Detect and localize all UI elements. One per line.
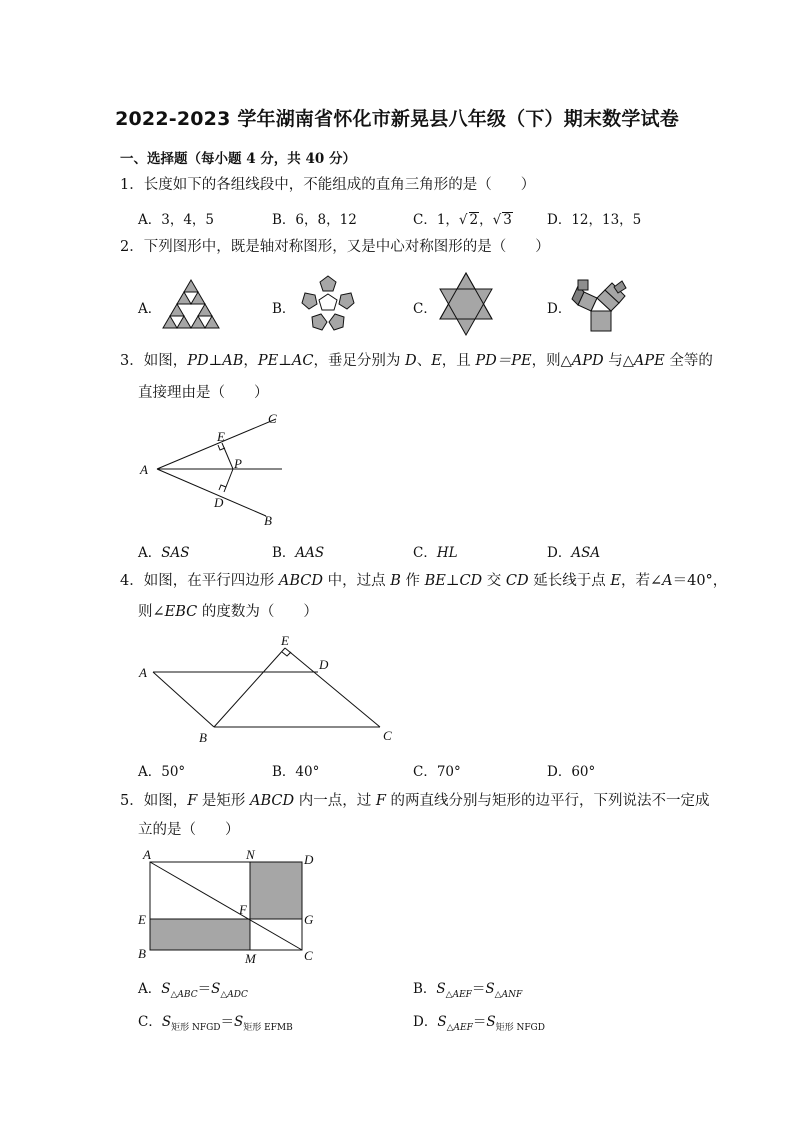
- q3-math: D: [405, 353, 417, 369]
- q3-figure-angle-bisector: [130, 408, 300, 532]
- q4-text: 的度数为（ ）: [197, 604, 318, 620]
- q5-stem-line1: [120, 786, 710, 816]
- q3-option-b[interactable]: [272, 541, 324, 561]
- q5-option-d-letter: D．: [413, 1014, 438, 1030]
- q2-figure-b-pentagon-flower: [296, 272, 360, 336]
- q3-text: ，则△: [531, 353, 572, 369]
- q5-option-d[interactable]: [413, 1010, 545, 1033]
- area-symbol: S: [161, 1014, 172, 1030]
- q2-option-d-label[interactable]: D．: [547, 301, 572, 317]
- subscript: 矩形 NFGD: [171, 1023, 221, 1033]
- q4-math: CD: [459, 573, 483, 589]
- q5-label-M: M: [245, 951, 256, 966]
- area-symbol: S: [486, 1014, 496, 1030]
- q4-text: 延长线于点: [528, 573, 611, 589]
- q2-figure-c-hexagram: [436, 271, 496, 337]
- q4-option-d[interactable]: D．60°: [547, 764, 596, 780]
- q4-text: ⊥: [445, 573, 460, 589]
- q5-label-N: N: [246, 847, 255, 862]
- q4-text: 作: [400, 573, 425, 589]
- q3-option-d-letter: D．: [547, 545, 572, 561]
- q3-option-b-letter: B．: [272, 545, 296, 561]
- q2-option-b-label[interactable]: B．: [272, 301, 296, 317]
- q4-label-E: E: [281, 633, 289, 648]
- q5-label-A: A: [143, 847, 151, 862]
- q3-label-D: D: [214, 495, 224, 510]
- q5-label-B: B: [138, 946, 146, 961]
- q4-figure-parallelogram: [130, 630, 400, 750]
- q5-option-b-letter: B．: [413, 981, 437, 997]
- q5-option-a-letter: A．: [138, 981, 162, 997]
- q3-option-d-value: ASA: [571, 545, 601, 561]
- area-symbol: S: [437, 1014, 447, 1030]
- equals: ＝: [220, 1014, 234, 1030]
- section-heading: 一、选择题（每小题 4 分，共 40 分）: [120, 151, 356, 167]
- q4-option-b[interactable]: B．40°: [272, 764, 320, 780]
- q4-label-B: B: [199, 730, 207, 745]
- q1-option-c[interactable]: [413, 208, 513, 228]
- q3-text: 与△: [603, 353, 634, 369]
- q5-math: ABCD: [250, 793, 295, 809]
- q1-option-a[interactable]: A．3，4，5: [138, 212, 215, 228]
- q4-stem-line1: [120, 566, 727, 596]
- subscript: △AEF: [446, 1023, 473, 1033]
- q4-stem-line2: [138, 597, 318, 627]
- q4-option-c[interactable]: C．70°: [413, 764, 461, 780]
- q3-option-c-value: HL: [436, 545, 458, 561]
- q4-text: 4．如图，在平行四边形: [120, 573, 279, 589]
- equals: ＝: [472, 1014, 487, 1030]
- q3-text: ，且: [441, 353, 476, 369]
- sqrt-sign: √: [492, 212, 502, 228]
- q5-label-G: G: [304, 912, 314, 927]
- q1-option-c-sep: ，: [479, 212, 493, 228]
- q5-math: F: [375, 793, 386, 809]
- q5-label-D: D: [304, 852, 314, 867]
- equals: ＝: [471, 981, 486, 997]
- q4-text: 则∠: [138, 604, 165, 620]
- q5-label-E: E: [138, 912, 146, 927]
- q3-math: APE: [633, 353, 665, 369]
- sqrt-sign: √: [458, 212, 468, 228]
- q4-text: 中，过点: [322, 573, 391, 589]
- q3-text: 全等的: [664, 353, 713, 369]
- area-symbol: S: [436, 981, 446, 997]
- q5-label-F: F: [239, 902, 247, 917]
- q3-text: ，垂足分别为: [313, 353, 406, 369]
- q3-math: PE⊥AC: [257, 353, 314, 369]
- q3-label-E: E: [217, 429, 225, 444]
- q3-option-a[interactable]: [138, 541, 190, 561]
- subscript: △ADC: [220, 990, 248, 1000]
- q2-option-c-label[interactable]: C．: [413, 301, 437, 317]
- q4-text: 交: [482, 573, 506, 589]
- q3-option-b-value: AAS: [295, 545, 325, 561]
- q3-math: E: [431, 353, 442, 369]
- q5-figure-rectangle: [134, 846, 324, 968]
- q4-option-a[interactable]: A．50°: [138, 764, 186, 780]
- q4-math: E: [610, 573, 621, 589]
- q4-math: CD: [505, 573, 529, 589]
- subscript: 矩形 NFGD: [495, 1023, 545, 1033]
- q3-label-A: A: [140, 462, 148, 477]
- area-symbol: S: [485, 981, 495, 997]
- q5-option-a[interactable]: [138, 977, 248, 1000]
- area-symbol: S: [211, 981, 221, 997]
- q3-label-P: P: [234, 456, 242, 471]
- q5-label-C: C: [304, 948, 313, 963]
- q5-text: 的两直线分别与矩形的边平行，下列说法不一定成: [385, 793, 710, 809]
- q3-text: 3．如图，: [120, 353, 188, 369]
- q4-math: A: [662, 573, 673, 589]
- q3-label-C: C: [268, 411, 277, 426]
- q4-math: BE: [424, 573, 446, 589]
- q3-option-c[interactable]: [413, 541, 458, 561]
- subscript: △ANF: [494, 990, 523, 1000]
- q4-label-A: A: [139, 665, 147, 680]
- q2-figure-a-sierpinski-triangle: [160, 278, 222, 330]
- q1-option-b[interactable]: B．6，8，12: [272, 212, 357, 228]
- equals: ＝: [197, 981, 212, 997]
- q5-option-c[interactable]: [138, 1010, 293, 1033]
- q2-figure-d-pythagoras-tree: [570, 276, 628, 332]
- q3-math: APD: [571, 353, 604, 369]
- q3-math: PD⊥AB: [187, 353, 244, 369]
- q1-option-c-radicand-1: 2: [469, 212, 479, 228]
- q3-stem-line2: 直接理由是（ ）: [138, 385, 269, 401]
- q3-option-d[interactable]: [547, 541, 600, 561]
- q3-text: 、: [416, 353, 432, 369]
- q4-math: EBC: [164, 604, 198, 620]
- q5-option-c-letter: C．: [138, 1014, 162, 1030]
- area-symbol: S: [161, 981, 171, 997]
- q3-text: ，: [243, 353, 258, 369]
- subscript: △AEF: [445, 990, 472, 1000]
- q4-label-C: C: [383, 728, 392, 743]
- q5-text: 5．如图，: [120, 793, 188, 809]
- q1-option-d[interactable]: D．12，13，5: [547, 212, 642, 228]
- q5-option-b[interactable]: [413, 977, 523, 1000]
- q5-stem-line2: 立的是（ ）: [138, 822, 240, 838]
- q2-option-a-label[interactable]: A．: [138, 301, 162, 317]
- q1-stem: 1．长度如下的各组线段中，不能组成的直角三角形的是（ ）: [120, 177, 536, 193]
- q4-math: ABCD: [278, 573, 323, 589]
- q5-text: 内一点，过: [294, 793, 376, 809]
- subscript: 矩形 EFMB: [243, 1023, 293, 1033]
- q3-math: PD＝PE: [475, 353, 532, 369]
- q5-text: 是矩形: [197, 793, 251, 809]
- q4-text: ＝40°，: [672, 573, 728, 589]
- q3-option-c-letter: C．: [413, 545, 437, 561]
- q3-label-B: B: [264, 513, 272, 528]
- q4-math: B: [390, 573, 401, 589]
- q3-stem-line1: [120, 346, 713, 376]
- area-symbol: S: [233, 1014, 244, 1030]
- q3-option-a-letter: A．: [138, 545, 162, 561]
- q3-option-a-value: SAS: [161, 545, 190, 561]
- q1-option-c-radicand-2: 3: [503, 212, 512, 228]
- q4-text: ，若∠: [620, 573, 663, 589]
- q5-math: F: [187, 793, 198, 809]
- page-title: 2022-2023 学年湖南省怀化市新晃县八年级（下）期末数学试卷: [115, 108, 679, 130]
- q4-label-D: D: [319, 657, 329, 672]
- q1-option-c-prefix: C．1，: [413, 212, 459, 228]
- subscript: △ABC: [170, 990, 198, 1000]
- q2-stem: 2．下列图形中，既是轴对称图形，又是中心对称图形的是（ ）: [120, 239, 550, 255]
